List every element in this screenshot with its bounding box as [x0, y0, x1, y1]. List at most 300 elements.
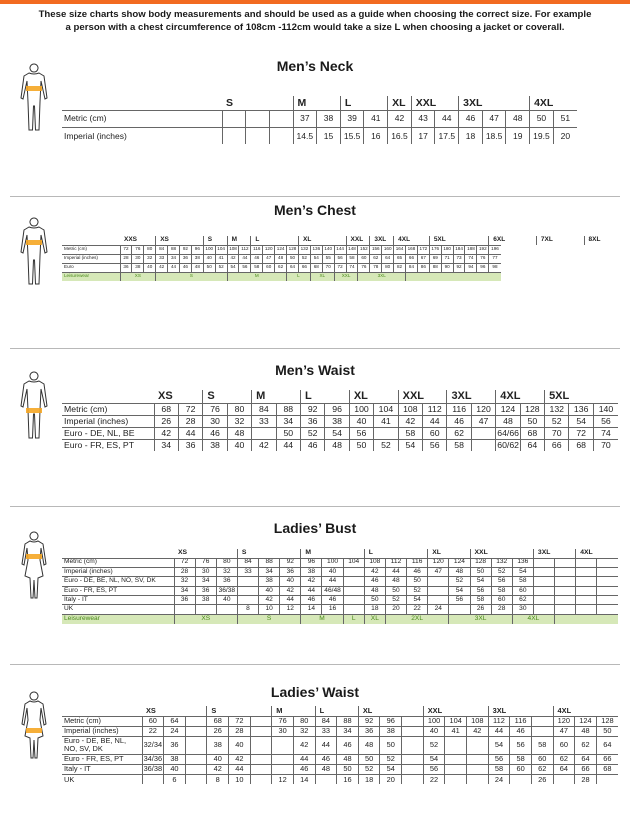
measurement-cell: 48 — [337, 754, 359, 764]
measurement-cell: 132 — [298, 245, 310, 254]
measurement-cell: 18 — [364, 605, 385, 614]
measurement-cell: 16.5 — [388, 127, 412, 144]
mens-chest-table — [62, 236, 620, 281]
measurement-cell — [185, 736, 207, 754]
measurement-cell: 96 — [325, 403, 349, 415]
measurement-cell: 54 — [470, 577, 491, 586]
size-label-s: S — [203, 236, 227, 245]
measurement-cell — [555, 605, 576, 614]
measurement-cell: 72 — [229, 716, 251, 726]
measurement-cell: 50 — [287, 254, 299, 263]
row-label: UK — [62, 605, 174, 614]
measurement-cell: 28 — [575, 774, 597, 784]
measurement-cell: 58 — [398, 427, 422, 439]
measurement-cell: 77 — [489, 254, 501, 263]
measurement-cell: 52 — [491, 567, 512, 576]
measurement-row — [62, 558, 618, 567]
measurement-cell — [576, 577, 597, 586]
measurement-cell: 16 — [364, 127, 388, 144]
measurement-cell: 120 — [428, 558, 449, 567]
measurement-cell — [449, 605, 470, 614]
measurement-cell: 67 — [417, 254, 429, 263]
measurement-cell: 64 — [575, 754, 597, 764]
measurement-cell — [252, 427, 276, 439]
measurement-cell: 84 — [237, 558, 258, 567]
size-label-4xl: 4XL — [394, 236, 430, 245]
measurement-row — [62, 403, 618, 415]
measurement-cell: 40 — [144, 263, 156, 272]
measurement-cell: 68 — [310, 263, 322, 272]
female-body-icon — [18, 530, 50, 602]
measurement-cell: 46 — [315, 754, 337, 764]
measurement-cell: 48 — [449, 567, 470, 576]
measurement-row — [62, 263, 620, 272]
measurement-cell — [237, 577, 258, 586]
measurement-cell: 70 — [593, 439, 618, 451]
measurement-cell: 66 — [575, 764, 597, 774]
leisurewear-size: S — [156, 272, 227, 281]
mens-neck-table — [62, 96, 577, 144]
measurement-cell: 44 — [229, 764, 251, 774]
measurement-cell: 116 — [447, 403, 471, 415]
size-label-4xl: 4XL — [530, 96, 577, 110]
measurement-cell: 56 — [488, 754, 510, 764]
size-label-xxl: XXL — [411, 96, 458, 110]
measurement-cell: 48 — [364, 586, 385, 595]
row-label: Euro - DE, BE, NL, NO, SV, DK — [62, 577, 174, 586]
measurement-cell: 120 — [471, 403, 495, 415]
measurement-cell: 46 — [407, 567, 428, 576]
measurement-cell: 44 — [239, 254, 251, 263]
measurement-cell: 36/38 — [143, 764, 163, 774]
leisurewear-row — [62, 272, 620, 281]
measurement-cell: 108 — [466, 716, 488, 726]
measurement-cell: 52 — [449, 577, 470, 586]
measurement-cell: 60 — [491, 596, 512, 605]
measurement-cell: 33 — [252, 415, 276, 427]
size-label-s: S — [237, 549, 300, 558]
measurement-cell: 74 — [593, 427, 618, 439]
row-label: Leisurewear — [62, 614, 174, 623]
measurement-cell: 36/38 — [216, 586, 237, 595]
measurement-cell: 132 — [491, 558, 512, 567]
measurement-cell: 48 — [385, 577, 406, 586]
row-label: Metric (cm) — [62, 245, 120, 254]
measurement-cell: 120 — [553, 716, 575, 726]
measurement-cell — [471, 427, 495, 439]
measurement-cell: 38 — [191, 254, 203, 263]
measurement-cell: 76 — [195, 558, 216, 567]
leisurewear-size: S — [237, 614, 300, 623]
measurement-cell: 48 — [227, 427, 251, 439]
measurement-cell — [597, 577, 618, 586]
measurement-cell: 92 — [179, 245, 191, 254]
leisurewear-size: M — [227, 272, 286, 281]
measurement-cell — [445, 736, 467, 754]
size-label-m: M — [227, 236, 251, 245]
measurement-cell: 76 — [272, 716, 294, 726]
measurement-cell: 43 — [411, 110, 435, 127]
measurement-cell: 96 — [477, 263, 489, 272]
measurement-cell: 136 — [569, 403, 593, 415]
section-divider — [10, 506, 620, 507]
size-label-3xl: 3XL — [488, 706, 553, 716]
measurement-row — [62, 716, 618, 726]
size-label-3xl: 3XL — [370, 236, 394, 245]
measurement-cell: 30 — [195, 567, 216, 576]
measurement-cell: 60 — [423, 427, 447, 439]
measurement-cell — [250, 754, 272, 764]
measurement-cell: 41 — [215, 254, 227, 263]
measurement-cell: 84 — [406, 263, 418, 272]
size-header-blank — [62, 390, 154, 403]
measurement-cell — [269, 110, 293, 127]
measurement-cell: 104 — [343, 558, 364, 567]
measurement-cell: 50 — [380, 736, 402, 754]
measurement-cell: 96 — [380, 716, 402, 726]
measurement-cell: 50 — [349, 439, 373, 451]
size-label-s: S — [207, 706, 272, 716]
row-label: Metric (cm) — [62, 403, 154, 415]
measurement-cell — [402, 764, 424, 774]
measurement-cell: 98 — [489, 263, 501, 272]
size-label-l: L — [300, 390, 349, 403]
measurement-cell — [428, 586, 449, 595]
measurement-row — [62, 726, 618, 736]
measurement-cell: 54 — [227, 263, 239, 272]
measurement-cell: 34 — [195, 577, 216, 586]
size-label-3xl: 3XL — [447, 390, 496, 403]
measurement-cell — [596, 774, 618, 784]
size-label-xxl: XXL — [346, 236, 370, 245]
leisurewear-size: XXL — [334, 272, 358, 281]
measurement-cell: 96 — [301, 558, 322, 567]
measurement-cell: 44 — [385, 567, 406, 576]
size-label-xs: XS — [156, 236, 204, 245]
measurement-cell — [174, 605, 195, 614]
measurement-cell: 56 — [491, 577, 512, 586]
measurement-cell: 26 — [531, 774, 553, 784]
measurement-cell: 20 — [380, 774, 402, 784]
measurement-cell: 30 — [203, 415, 227, 427]
size-label-8xl: 8XL — [584, 236, 620, 245]
measurement-cell: 44 — [168, 263, 180, 272]
measurement-cell: 62 — [553, 754, 575, 764]
measurement-cell: 80 — [293, 716, 315, 726]
measurement-cell: 34 — [259, 567, 280, 576]
row-label: Imperial (inches) — [62, 726, 142, 736]
measurement-cell — [576, 567, 597, 576]
measurement-cell: 52 — [358, 764, 380, 774]
measurement-cell — [597, 596, 618, 605]
measurement-cell: 100 — [203, 245, 215, 254]
leisurewear-size — [406, 272, 501, 281]
measurement-cell — [445, 754, 467, 764]
measurement-cell — [533, 558, 554, 567]
measurement-cell: 38 — [203, 439, 227, 451]
measurement-cell: 19.5 — [530, 127, 554, 144]
measurement-cell: 37 — [293, 110, 317, 127]
measurement-cell: 36 — [179, 254, 191, 263]
measurement-cell: 88 — [259, 558, 280, 567]
measurement-cell: 40 — [423, 726, 445, 736]
measurement-cell: 22 — [423, 774, 445, 784]
measurement-cell — [343, 586, 364, 595]
measurement-cell — [531, 716, 553, 726]
measurement-row — [62, 110, 577, 127]
measurement-cell: 92 — [300, 403, 324, 415]
row-label: Euro - FR, ES, PT — [62, 586, 174, 595]
size-label-l: L — [251, 236, 299, 245]
measurement-cell: 41 — [445, 726, 467, 736]
measurement-cell: 60 — [531, 754, 553, 764]
size-label-xxl: XXL — [470, 549, 533, 558]
section-title-mens-chest: Men’s Chest — [274, 202, 356, 218]
measurement-cell: 70 — [322, 263, 334, 272]
size-label-xs: XS — [146, 706, 156, 716]
measurement-cell: 24 — [164, 726, 186, 736]
measurement-cell: 46 — [322, 596, 343, 605]
measurement-cell: 32 — [227, 415, 251, 427]
measurement-cell: 72 — [174, 558, 195, 567]
measurement-cell — [250, 726, 272, 736]
measurement-cell: 50 — [385, 586, 406, 595]
measurement-cell: 80 — [382, 263, 394, 272]
measurement-cell: 10 — [259, 605, 280, 614]
measurement-cell: 47 — [553, 726, 575, 736]
measurement-cell: 62 — [512, 596, 533, 605]
leisurewear-size: XL — [364, 614, 385, 623]
measurement-cell: 58 — [470, 596, 491, 605]
leisurewear-size: M — [301, 614, 343, 623]
measurement-cell: 136 — [512, 558, 533, 567]
size-label-s: S — [226, 96, 234, 109]
intro-line-1: These size charts show body measurements and should be used as a guide when choosing the correct size. For example — [38, 9, 592, 20]
measurement-cell — [597, 586, 618, 595]
measurement-cell: 28 — [229, 726, 251, 736]
measurement-cell: 47 — [263, 254, 275, 263]
row-label: Euro - FR, ES, PT — [62, 439, 154, 451]
measurement-cell: 42 — [154, 427, 178, 439]
measurement-cell: 76 — [203, 403, 227, 415]
measurement-cell: 76 — [477, 254, 489, 263]
measurement-row — [62, 254, 620, 263]
measurement-cell: 33 — [156, 254, 168, 263]
measurement-cell: 48 — [275, 254, 287, 263]
row-label: Euro - DE, BE, NL, NO, SV, DK — [62, 736, 142, 754]
measurement-cell: 56 — [423, 764, 445, 774]
measurement-cell: 112 — [488, 716, 510, 726]
measurement-row — [62, 754, 618, 764]
leisurewear-size: 3XL — [358, 272, 406, 281]
measurement-cell: 62 — [447, 427, 471, 439]
measurement-row — [62, 605, 618, 614]
measurement-cell: 48 — [191, 263, 203, 272]
size-label-l: L — [315, 706, 358, 716]
size-header-row — [62, 96, 577, 110]
measurement-cell: 20 — [385, 605, 406, 614]
measurement-cell: 148 — [346, 245, 358, 254]
measurement-cell — [533, 577, 554, 586]
measurement-cell — [533, 605, 554, 614]
measurement-cell: 68 — [596, 764, 618, 774]
section-divider — [10, 348, 620, 349]
measurement-cell — [185, 764, 207, 774]
row-label: Euro — [62, 263, 120, 272]
measurement-cell — [185, 726, 207, 736]
section-divider — [10, 664, 620, 665]
measurement-cell: 15 — [317, 127, 341, 144]
measurement-cell: 50 — [337, 764, 359, 774]
measurement-cell: 44 — [423, 415, 447, 427]
measurement-cell: 34 — [154, 439, 178, 451]
measurement-cell: 140 — [322, 245, 334, 254]
measurement-cell: 40 — [322, 567, 343, 576]
measurement-cell: 64 — [164, 716, 186, 726]
measurement-cell — [246, 110, 270, 127]
measurement-cell: 39 — [340, 110, 364, 127]
measurement-cell: 58 — [346, 254, 358, 263]
measurement-cell: 100 — [423, 716, 445, 726]
measurement-cell: 54 — [423, 754, 445, 764]
measurement-cell: 42 — [229, 754, 251, 764]
measurement-cell: 26 — [154, 415, 178, 427]
measurement-cell: 69 — [429, 254, 441, 263]
measurement-cell: 16 — [337, 774, 359, 784]
measurement-row — [62, 415, 618, 427]
row-label: Euro - DE, NL, BE — [62, 427, 154, 439]
measurement-cell: 64 — [596, 736, 618, 754]
measurement-cell: 58 — [447, 439, 471, 451]
leisurewear-size — [555, 614, 618, 623]
measurement-cell: 51 — [553, 110, 577, 127]
measurement-cell: 54 — [325, 427, 349, 439]
measurement-cell — [402, 726, 424, 736]
measurement-cell — [510, 774, 532, 784]
measurement-cell — [216, 605, 237, 614]
measurement-cell: 38 — [207, 736, 229, 754]
measurement-cell: 44 — [322, 577, 343, 586]
measurement-cell: 188 — [465, 245, 477, 254]
measurement-cell: 18 — [358, 774, 380, 784]
measurement-cell: 140 — [593, 403, 618, 415]
measurement-cell: 70 — [545, 427, 569, 439]
measurement-cell: 54 — [310, 254, 322, 263]
size-label-3xl: 3XL — [459, 96, 530, 110]
measurement-row — [62, 127, 577, 144]
measurement-cell: 30 — [512, 605, 533, 614]
measurement-cell: 71 — [441, 254, 453, 263]
measurement-cell: 36 — [178, 439, 202, 451]
size-header-blank — [62, 96, 222, 110]
measurement-cell: 24 — [428, 605, 449, 614]
row-label: Euro - FR, ES, PT — [62, 754, 142, 764]
measurement-cell — [466, 736, 488, 754]
measurement-cell: 42 — [156, 263, 168, 272]
size-label-4xl: 4XL — [496, 390, 545, 403]
measurement-cell: 176 — [429, 245, 441, 254]
measurement-cell: 84 — [315, 716, 337, 726]
measurement-cell: 48 — [358, 736, 380, 754]
measurement-cell: 58 — [251, 263, 263, 272]
measurement-cell — [555, 567, 576, 576]
measurement-row — [62, 577, 618, 586]
measurement-cell: 65 — [394, 254, 406, 263]
measurement-cell: 38 — [301, 567, 322, 576]
measurement-cell — [402, 774, 424, 784]
ladies-bust-table — [62, 549, 618, 624]
leisurewear-size: L — [287, 272, 311, 281]
measurement-cell: 55 — [322, 254, 334, 263]
measurement-cell: 74 — [346, 263, 358, 272]
section-title-ladies-bust: Ladies’ Bust — [273, 520, 357, 536]
measurement-cell: 56 — [470, 586, 491, 595]
measurement-cell — [597, 567, 618, 576]
measurement-cell: 46/48 — [322, 586, 343, 595]
measurement-cell — [428, 596, 449, 605]
measurement-cell: 64/66 — [497, 427, 519, 438]
size-label-m: M — [293, 96, 340, 110]
measurement-cell — [315, 774, 337, 784]
measurement-cell: 88 — [168, 245, 180, 254]
measurement-cell: 42 — [388, 110, 412, 127]
male-body-icon — [18, 216, 50, 288]
measurement-cell: 132 — [545, 403, 569, 415]
measurement-cell: 44 — [301, 586, 322, 595]
measurement-cell: 54 — [569, 415, 593, 427]
measurement-cell: 44 — [488, 726, 510, 736]
measurement-row — [62, 586, 618, 595]
measurement-cell: 52 — [545, 415, 569, 427]
measurement-cell: 40 — [207, 754, 229, 764]
measurement-cell: 82 — [394, 263, 406, 272]
measurement-cell: 192 — [477, 245, 489, 254]
measurement-cell: 60 — [358, 254, 370, 263]
size-header-blank — [62, 549, 174, 558]
section-title-mens-waist: Men’s Waist — [275, 362, 355, 378]
size-label-xxs: XXS — [124, 236, 138, 243]
measurement-cell: 17.5 — [435, 127, 459, 144]
measurement-cell — [466, 764, 488, 774]
measurement-cell — [533, 567, 554, 576]
measurement-cell: 30 — [272, 726, 294, 736]
measurement-cell: 56 — [239, 263, 251, 272]
measurement-cell: 62 — [575, 736, 597, 754]
measurement-cell: 74 — [465, 254, 477, 263]
measurement-cell: 41 — [374, 415, 398, 427]
size-header-row — [62, 549, 618, 558]
measurement-cell: 104 — [445, 716, 467, 726]
measurement-cell: 136 — [310, 245, 322, 254]
measurement-cell: 40 — [203, 254, 215, 263]
measurement-cell: 58 — [531, 736, 553, 754]
measurement-cell: 38 — [380, 726, 402, 736]
measurement-cell: 14 — [293, 774, 315, 784]
measurement-cell: 62 — [275, 263, 287, 272]
leisurewear-size: 2XL — [385, 614, 448, 623]
measurement-cell: 56 — [510, 736, 532, 754]
leisurewear-size: L — [343, 614, 364, 623]
measurement-cell: 54 — [512, 567, 533, 576]
measurement-cell: 50 — [358, 754, 380, 764]
size-label-xs: XS — [158, 390, 173, 402]
measurement-cell: 28 — [491, 605, 512, 614]
measurement-cell: 124 — [496, 403, 520, 415]
measurement-cell — [343, 596, 364, 605]
ladies-waist-table — [62, 706, 618, 784]
measurement-cell: 92 — [358, 716, 380, 726]
size-header-blank — [62, 236, 120, 245]
